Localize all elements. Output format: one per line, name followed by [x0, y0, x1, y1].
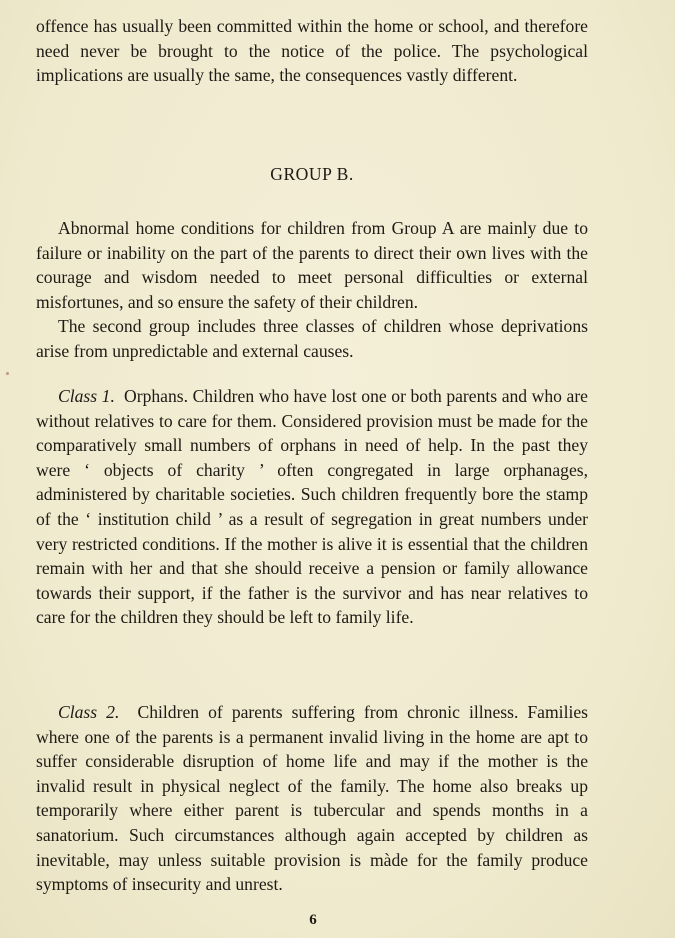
paper-blemish — [6, 372, 9, 375]
class-2-section — [36, 700, 588, 897]
class-2-text: Children of parents suffering from chronic illness. Families where one of the parents is a permanent invalid living in the home are apt to suffer considerable disruption of home life and may if the mother is the invalid result in physical neglect of the family. The home also breaks up temporarily where either parent is tubercular and spends months in a sanatorium. Such circumstances although again accepted by children as inevitable, may unless suitable provision is màde for the family produce symptoms of insecurity and unrest. — [36, 702, 588, 895]
class-1-section — [36, 384, 588, 630]
class-1-text: Orphans. Children who have lost one or both parents and who are without relatives to care for them. Considered provision must be made for the comparatively small numbers of orphans in need of help. In the past they were ‘ objects of charity ’ often congregated in large orphanages, administered by charitable societies. Such children frequently bore the stamp of the ‘ institution child ’ as a result of segregation in great numbers under very restricted conditions. If the mother is alive it is essential that the children remain with her and that she should receive a pension or family allowance towards their support, if the father is the survivor and has near relatives to care for the children they should be left to family life. — [36, 386, 588, 628]
class-2-paragraph — [36, 700, 588, 897]
section-heading: GROUP B. — [270, 164, 354, 184]
group-b-section — [36, 216, 588, 364]
page-number: 6 — [309, 912, 317, 928]
class-1-paragraph — [36, 384, 588, 630]
paragraph-text: offence has usually been committed within the home or school, and therefore need never be brought to the notice of the police. The psychological implications are usually the same, the consequences vastly different. — [36, 16, 588, 86]
group-b-intro-paragraph: Abnormal home conditions for children from Group A are mainly due to failure or inability on the part of the parents to direct their own lives with the courage and wisdom needed to meet personal difficulties or external misfortunes, and so ensure the safety of their children. — [36, 218, 588, 312]
class-2-label: Class 2. — [58, 702, 120, 722]
group-b-second-paragraph: The second group includes three classes of children whose deprivations arise from unpredictable and external causes. — [36, 316, 588, 361]
class-1-label: Class 1. — [58, 386, 115, 406]
opening-paragraph — [36, 14, 588, 88]
